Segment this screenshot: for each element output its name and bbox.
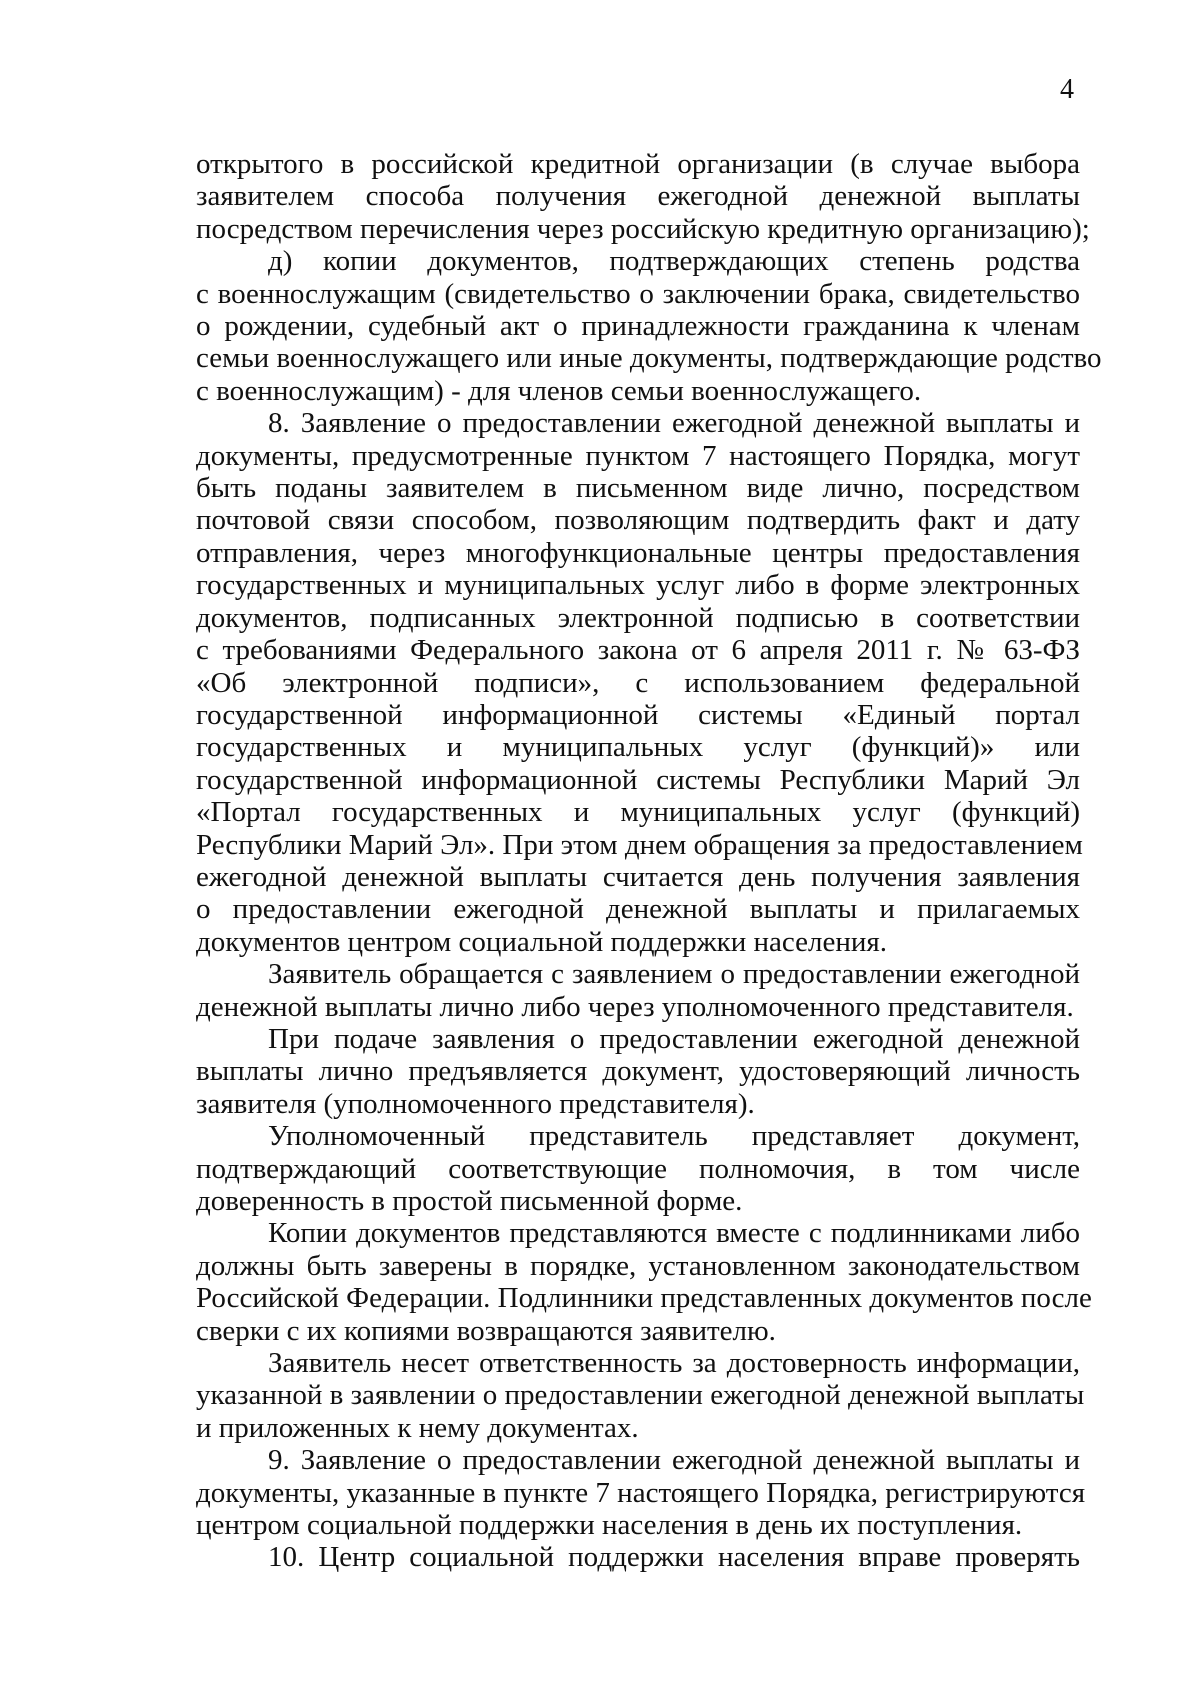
text-line: посредством перечисления через российскую кредитную организацию); bbox=[196, 212, 1090, 245]
text-line: о рождении, судебный акт о принадлежности гражданина к членам bbox=[196, 310, 1080, 343]
text-line: Республики Марий Эл». При этом днем обращения за предоставлением bbox=[196, 828, 1083, 861]
document-body bbox=[196, 148, 1102, 1574]
text-line: Копии документов представляются вместе с подлинниками либо bbox=[268, 1217, 1080, 1250]
text-line: с военнослужащим) - для членов семьи военнослужащего. bbox=[196, 374, 922, 407]
text-line: заявителем способа получения ежегодной денежной выплаты bbox=[196, 180, 1080, 213]
text-line: 9. Заявление о предоставлении ежегодной денежной выплаты и bbox=[268, 1444, 1080, 1477]
text-line: Российской Федерации. Подлинники представленных документов после bbox=[196, 1282, 1092, 1315]
text-line: с требованиями Федерального закона от 6 апреля 2011 г. № 63-ФЗ bbox=[196, 634, 1080, 667]
text-line: государственной информационной системы «Единый портал bbox=[196, 698, 1080, 731]
text-line: государственных и муниципальных услуг либо в форме электронных bbox=[196, 569, 1080, 602]
text-line: центром социальной поддержки населения в день их поступления. bbox=[196, 1509, 1023, 1542]
page-number: 4 bbox=[1060, 74, 1074, 105]
text-line: документов, подписанных электронной подписью в соответствии bbox=[196, 601, 1080, 634]
text-line: Заявитель несет ответственность за достоверность информации, bbox=[268, 1347, 1080, 1380]
text-line: и приложенных к нему документах. bbox=[196, 1411, 639, 1444]
text-line: 8. Заявление о предоставлении ежегодной денежной выплаты и bbox=[268, 407, 1080, 440]
text-line: отправления, через многофункциональные центры предоставления bbox=[196, 536, 1080, 569]
text-line: указанной в заявлении о предоставлении ежегодной денежной выплаты bbox=[196, 1379, 1085, 1412]
text-line: документы, предусмотренные пунктом 7 настоящего Порядка, могут bbox=[196, 439, 1080, 472]
text-line: государственной информационной системы Республики Марий Эл bbox=[196, 763, 1080, 796]
text-line: о предоставлении ежегодной денежной выплаты и прилагаемых bbox=[196, 893, 1080, 926]
text-line: выплаты лично предъявляется документ, удостоверяющий личность bbox=[196, 1055, 1080, 1088]
text-line: денежной выплаты лично либо через уполномоченного представителя. bbox=[196, 990, 1074, 1023]
text-line: доверенность в простой письменной форме. bbox=[196, 1185, 743, 1217]
text-line: с военнослужащим (свидетельство о заключении брака, свидетельство bbox=[196, 277, 1080, 310]
text-line: «Об электронной подписи», с использованием федеральной bbox=[196, 666, 1080, 699]
text-line: ежегодной денежной выплаты считается день получения заявления bbox=[196, 860, 1080, 893]
text-line: Уполномоченный представитель представляет документ, bbox=[268, 1120, 1080, 1153]
text-line: должны быть заверены в порядке, установленном законодательством bbox=[196, 1249, 1080, 1282]
text-line: заявителя (уполномоченного представителя). bbox=[196, 1087, 755, 1120]
text-line: сверки с их копиями возвращаются заявителю. bbox=[196, 1314, 776, 1347]
text-line: почтовой связи способом, позволяющим подтвердить факт и дату bbox=[196, 504, 1080, 537]
text-line: семьи военнослужащего или иные документы, подтверждающие родство bbox=[196, 342, 1102, 375]
text-line: государственных и муниципальных услуг (функций)» или bbox=[196, 731, 1080, 764]
text-line: 10. Центр социальной поддержки населения вправе проверять bbox=[268, 1541, 1080, 1574]
text-line: Заявитель обращается с заявлением о предоставлении ежегодной bbox=[268, 958, 1080, 991]
text-line: документов центром социальной поддержки населения. bbox=[196, 925, 887, 958]
text-line: При подаче заявления о предоставлении ежегодной денежной bbox=[268, 1022, 1080, 1055]
text-line: д) копии документов, подтверждающих степень родства bbox=[268, 245, 1080, 278]
text-line: подтверждающий соответствующие полномочия, в том числе bbox=[196, 1152, 1080, 1185]
text-line: документы, указанные в пункте 7 настоящего Порядка, регистрируются bbox=[196, 1476, 1086, 1509]
text-line: открытого в российской кредитной организации (в случае выбора bbox=[196, 148, 1080, 180]
text-line: быть поданы заявителем в письменном виде лично, посредством bbox=[196, 472, 1080, 505]
text-line: «Портал государственных и муниципальных услуг (функций) bbox=[196, 796, 1080, 829]
